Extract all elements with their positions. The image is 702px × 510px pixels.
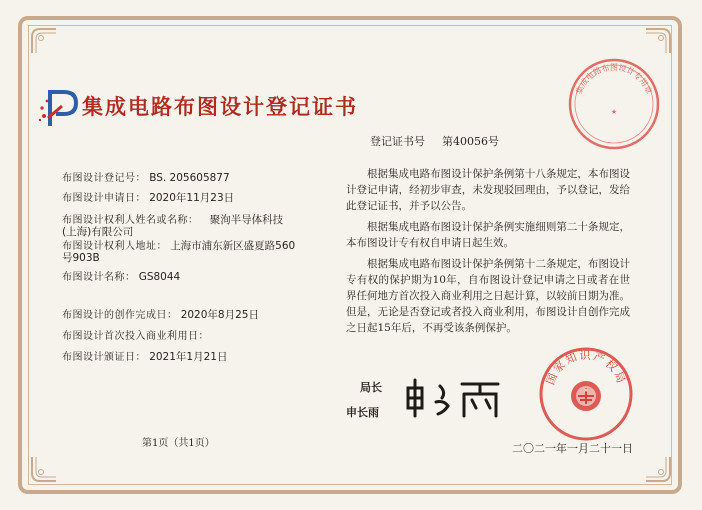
field-value: 2020年11月23日 [149, 192, 235, 204]
field-label: 布图设计颁证日： [62, 352, 146, 363]
field-application-date [62, 189, 234, 205]
registration-number-label: 登记证书号 [370, 135, 425, 148]
field-value: BS. 205605877 [149, 172, 230, 184]
signer-name: 申长雨 [346, 406, 379, 419]
svg-text:集成电路布图设计专用章: 集成电路布图设计专用章 [574, 62, 654, 96]
field-label: 布图设计权利人地址： [62, 241, 167, 252]
corner-ornament-icon [644, 455, 672, 483]
handwritten-signature [402, 372, 508, 422]
registration-number-value: 第40056号 [442, 135, 499, 148]
svg-text:国家知识产权局: 国家知识产权局 [543, 348, 629, 387]
field-value: GS8044 [138, 271, 181, 283]
field-label: 布图设计权利人姓名或名称： [62, 215, 199, 226]
svg-text:★: ★ [610, 108, 618, 116]
svg-text:★: ★ [583, 387, 589, 394]
field-layout-registration-no [62, 169, 230, 184]
field-label: 布图设计申请日： [62, 193, 146, 204]
field-right-holder-address-cont [62, 250, 100, 265]
certificate-title: 集成电路布图设计登记证书 [82, 95, 358, 119]
field-label: 布图设计首次投入商业利用日： [62, 331, 209, 342]
field-value: 上海市浦东新区盛夏路560 [170, 240, 296, 252]
field-layout-name [62, 268, 180, 283]
corner-ornament-icon [30, 27, 58, 55]
national-emblem-seal-icon [538, 346, 634, 442]
field-value: (上海)有限公司 [62, 226, 134, 238]
signer-title: 局长 [360, 381, 382, 394]
field-value: 号903B [62, 252, 100, 264]
field-value: 2020年8月25日 [180, 309, 259, 321]
page-number: 第1页（共1页） [142, 438, 215, 449]
corner-ornament-icon [644, 27, 672, 55]
field-label: 布图设计的创作完成日： [62, 310, 178, 321]
official-seal-icon [566, 56, 662, 152]
paragraph-protection-period: 根据集成电路布图设计保护条例第十二条规定，布图设计专有权的保护期为10年，自布图设计登记申请之日或者在世界任何地方首次投入商业利用之日起计算，以较前日期为准。但是，无论是否登记或者投入商业利用，布图设计自创作完成之日起15年后，不再受该条例保护。 [346, 258, 630, 334]
issue-date-chinese: 二〇二一年一月二十一日 [512, 442, 633, 455]
field-value: 聚洵半导体科技 [209, 214, 284, 226]
ipr-logo-icon [36, 86, 80, 130]
field-issue-date [62, 348, 227, 364]
field-value: 2021年1月21日 [149, 351, 228, 363]
field-creation-date [62, 306, 259, 322]
field-label: 布图设计名称： [62, 272, 136, 283]
paragraph-effective: 根据集成电路布图设计保护条例实施细则第二十条规定，本布图设计专有权自申请日起生效。 [346, 221, 630, 249]
field-label: 布图设计登记号： [62, 173, 146, 184]
field-first-commercial-use [62, 327, 209, 342]
paragraph-registration: 根据集成电路布图设计保护条例第十八条规定，本布图设计登记申请，经初步审查，未发现驳回理由，予以登记，发给此登记证书，并予以公告。 [346, 168, 630, 212]
corner-ornament-icon [30, 455, 58, 483]
